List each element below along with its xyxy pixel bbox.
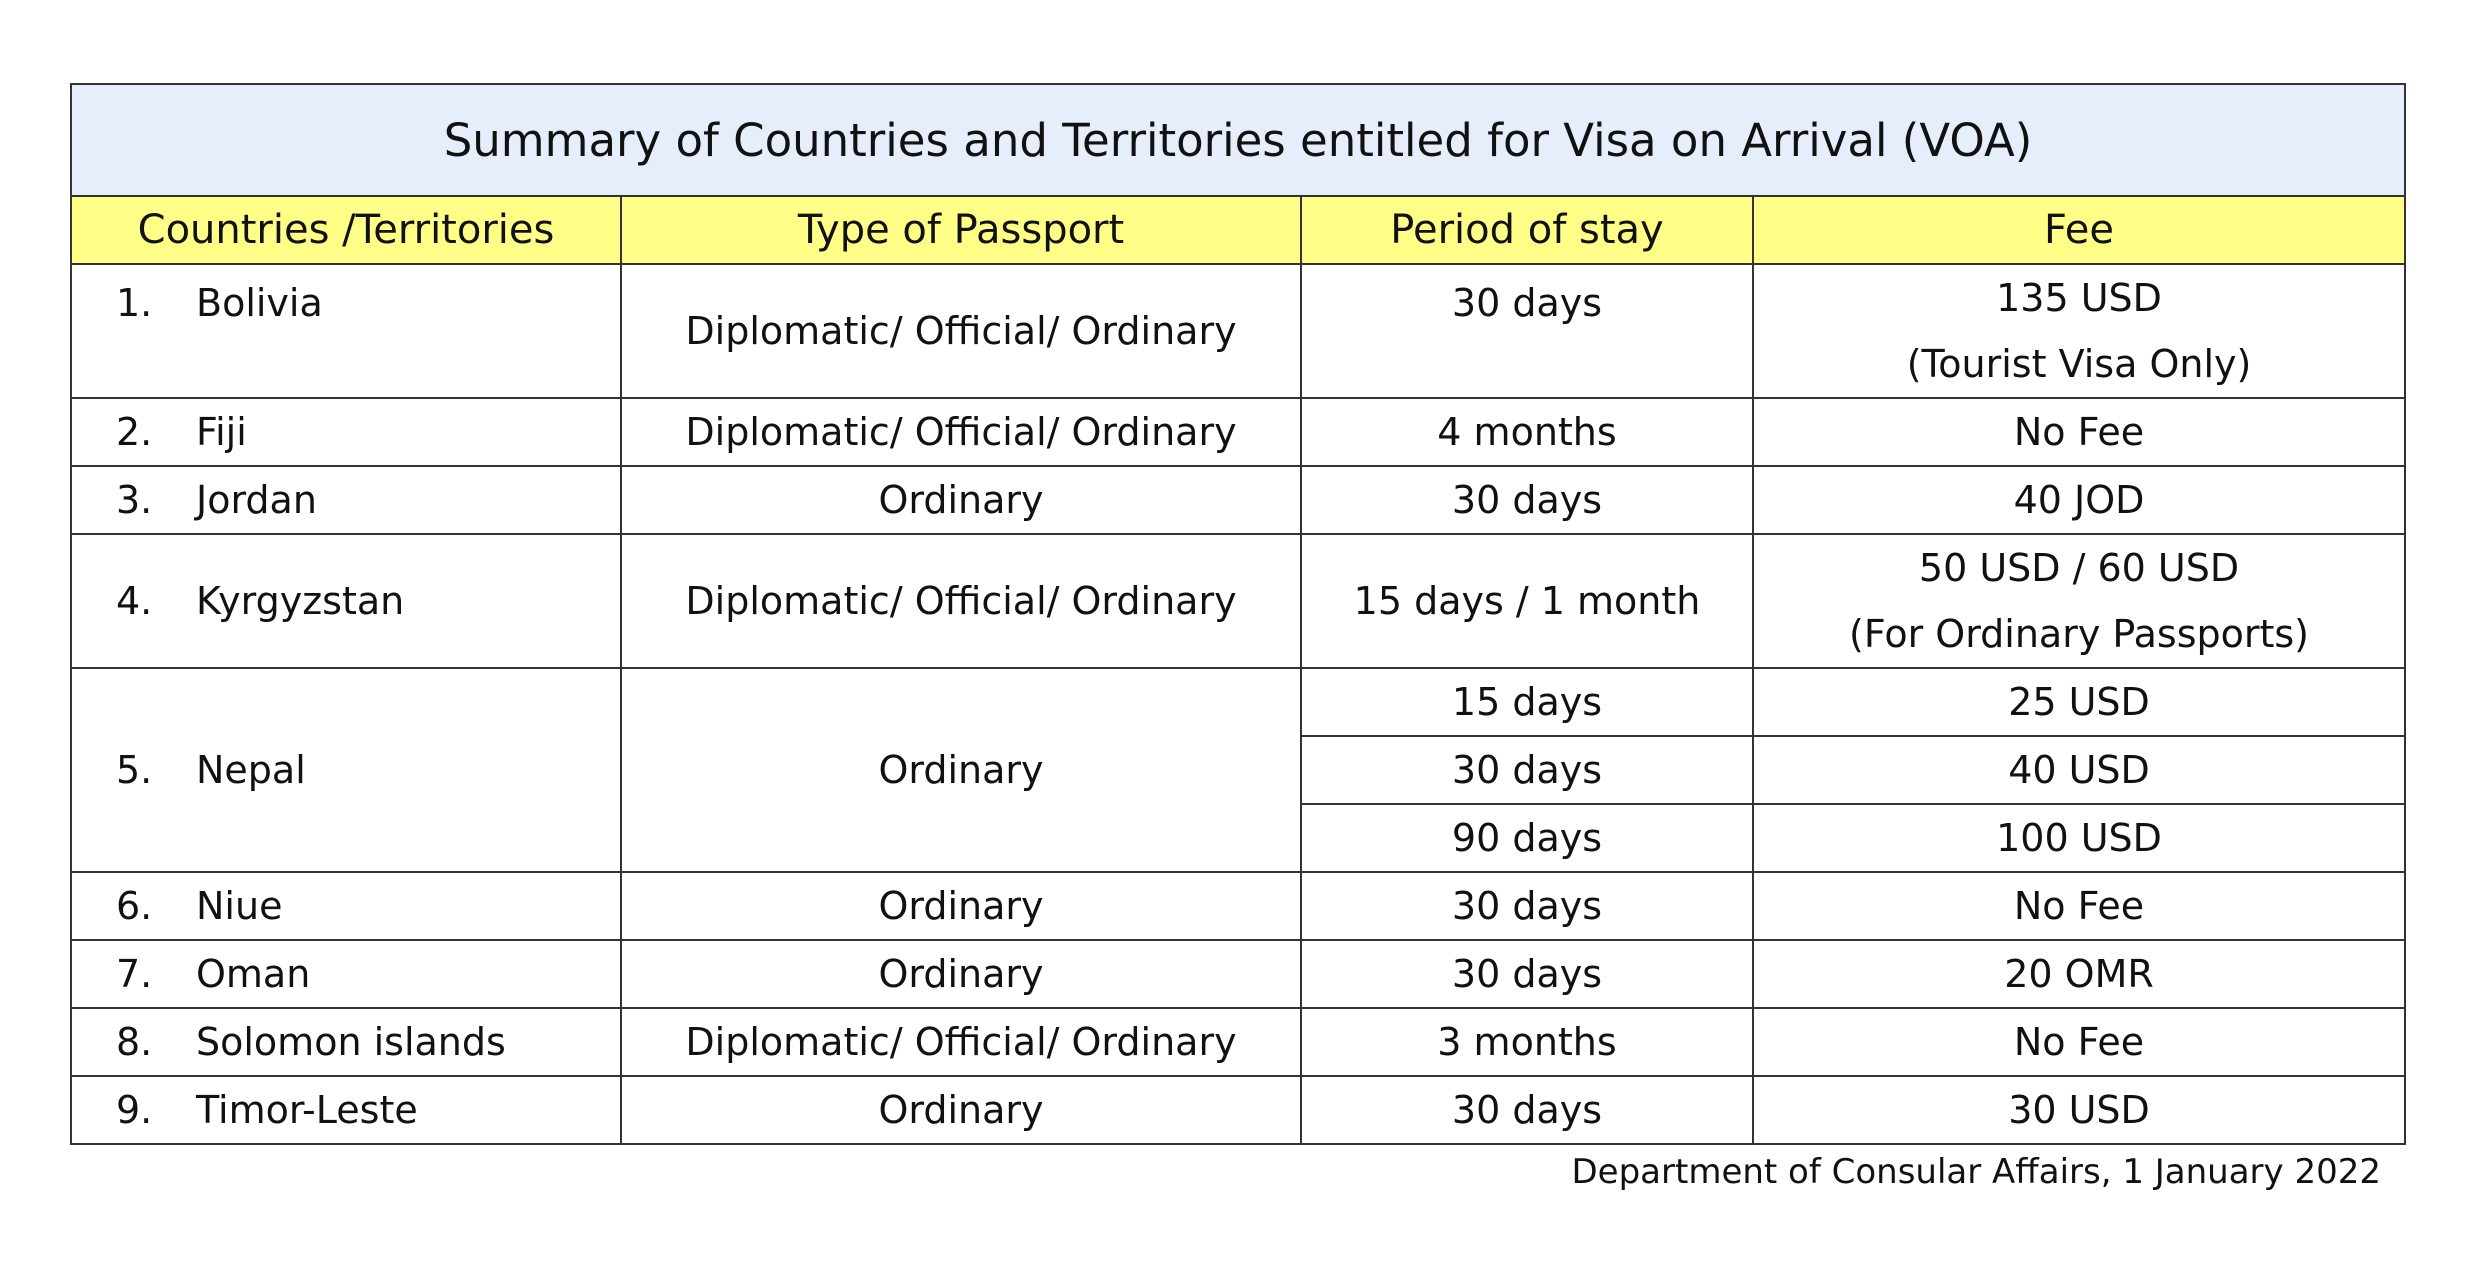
passport-cell: Ordinary bbox=[621, 872, 1301, 940]
period-cell: 30 days bbox=[1301, 940, 1753, 1008]
row-number: 5. bbox=[116, 748, 153, 792]
header-row bbox=[71, 196, 2405, 264]
country-name: Timor-Leste bbox=[196, 1088, 418, 1132]
country-cell bbox=[71, 872, 621, 940]
passport-cell: Diplomatic/ Official/ Ordinary bbox=[621, 534, 1301, 668]
table-row bbox=[71, 398, 2405, 466]
table-row bbox=[71, 466, 2405, 534]
fee-cell: 40 JOD bbox=[1753, 466, 2405, 534]
period-cell: 15 days bbox=[1301, 668, 1753, 736]
fee-value: 135 USD bbox=[1996, 276, 2162, 320]
header-fee: Fee bbox=[1753, 196, 2405, 264]
period-cell: 4 months bbox=[1301, 398, 1753, 466]
country-cell bbox=[71, 940, 621, 1008]
period-cell: 90 days bbox=[1301, 804, 1753, 872]
passport-cell: Ordinary bbox=[621, 1076, 1301, 1144]
fee-cell: 30 USD bbox=[1753, 1076, 2405, 1144]
table-row bbox=[71, 940, 2405, 1008]
table-row bbox=[71, 668, 2405, 736]
period-cell: 30 days bbox=[1301, 466, 1753, 534]
country-name: Niue bbox=[196, 884, 283, 928]
fee-note: (For Ordinary Passports) bbox=[1849, 612, 2310, 656]
header-period: Period of stay bbox=[1301, 196, 1753, 264]
header-passport: Type of Passport bbox=[621, 196, 1301, 264]
row-number: 8. bbox=[116, 1020, 153, 1064]
fee-cell: No Fee bbox=[1753, 1008, 2405, 1076]
country-cell bbox=[71, 264, 621, 398]
row-number: 2. bbox=[116, 410, 153, 454]
table-row bbox=[71, 1008, 2405, 1076]
period-cell: 30 days bbox=[1301, 1076, 1753, 1144]
fee-cell: No Fee bbox=[1753, 872, 2405, 940]
country-cell bbox=[71, 668, 621, 872]
row-number: 3. bbox=[116, 478, 153, 522]
fee-cell: No Fee bbox=[1753, 398, 2405, 466]
passport-cell: Ordinary bbox=[621, 668, 1301, 872]
passport-cell: Diplomatic/ Official/ Ordinary bbox=[621, 264, 1301, 398]
table-row bbox=[71, 534, 2405, 668]
country-cell bbox=[71, 1076, 621, 1144]
fee-cell bbox=[1753, 264, 2405, 398]
period-cell: 30 days bbox=[1301, 264, 1753, 398]
country-cell bbox=[71, 398, 621, 466]
row-number: 7. bbox=[116, 952, 153, 996]
country-cell bbox=[71, 534, 621, 668]
passport-cell: Ordinary bbox=[621, 466, 1301, 534]
fee-cell: 100 USD bbox=[1753, 804, 2405, 872]
country-name: Oman bbox=[196, 952, 311, 996]
table-row bbox=[71, 264, 2405, 398]
period-cell: 30 days bbox=[1301, 736, 1753, 804]
row-number: 1. bbox=[116, 281, 153, 325]
country-name: Kyrgyzstan bbox=[196, 579, 405, 623]
row-number: 4. bbox=[116, 579, 153, 623]
passport-cell: Diplomatic/ Official/ Ordinary bbox=[621, 398, 1301, 466]
country-name: Nepal bbox=[196, 748, 306, 792]
fee-note: (Tourist Visa Only) bbox=[1906, 342, 2252, 386]
passport-cell: Diplomatic/ Official/ Ordinary bbox=[621, 1008, 1301, 1076]
country-name: Bolivia bbox=[196, 281, 323, 325]
country-name: Jordan bbox=[196, 478, 317, 522]
table-row bbox=[71, 872, 2405, 940]
country-name: Solomon islands bbox=[196, 1020, 506, 1064]
fee-value: 50 USD / 60 USD bbox=[1918, 546, 2240, 590]
period-cell: 3 months bbox=[1301, 1008, 1753, 1076]
fee-cell: 20 OMR bbox=[1753, 940, 2405, 1008]
header-country: Countries /Territories bbox=[71, 196, 621, 264]
table-title: Summary of Countries and Territories entitled for Visa on Arrival (VOA) bbox=[71, 84, 2405, 196]
country-name: Fiji bbox=[196, 410, 247, 454]
row-number: 9. bbox=[116, 1088, 153, 1132]
row-number: 6. bbox=[116, 884, 153, 928]
table-row bbox=[71, 1076, 2405, 1144]
footer-source: Department of Consular Affairs, 1 January 2022 bbox=[1571, 1152, 2381, 1192]
period-cell: 15 days / 1 month bbox=[1301, 534, 1753, 668]
country-cell bbox=[71, 1008, 621, 1076]
fee-cell: 25 USD bbox=[1753, 668, 2405, 736]
fee-cell bbox=[1753, 534, 2405, 668]
period-cell: 30 days bbox=[1301, 872, 1753, 940]
passport-cell: Ordinary bbox=[621, 940, 1301, 1008]
voa-table bbox=[70, 83, 2406, 1145]
fee-cell: 40 USD bbox=[1753, 736, 2405, 804]
country-cell bbox=[71, 466, 621, 534]
